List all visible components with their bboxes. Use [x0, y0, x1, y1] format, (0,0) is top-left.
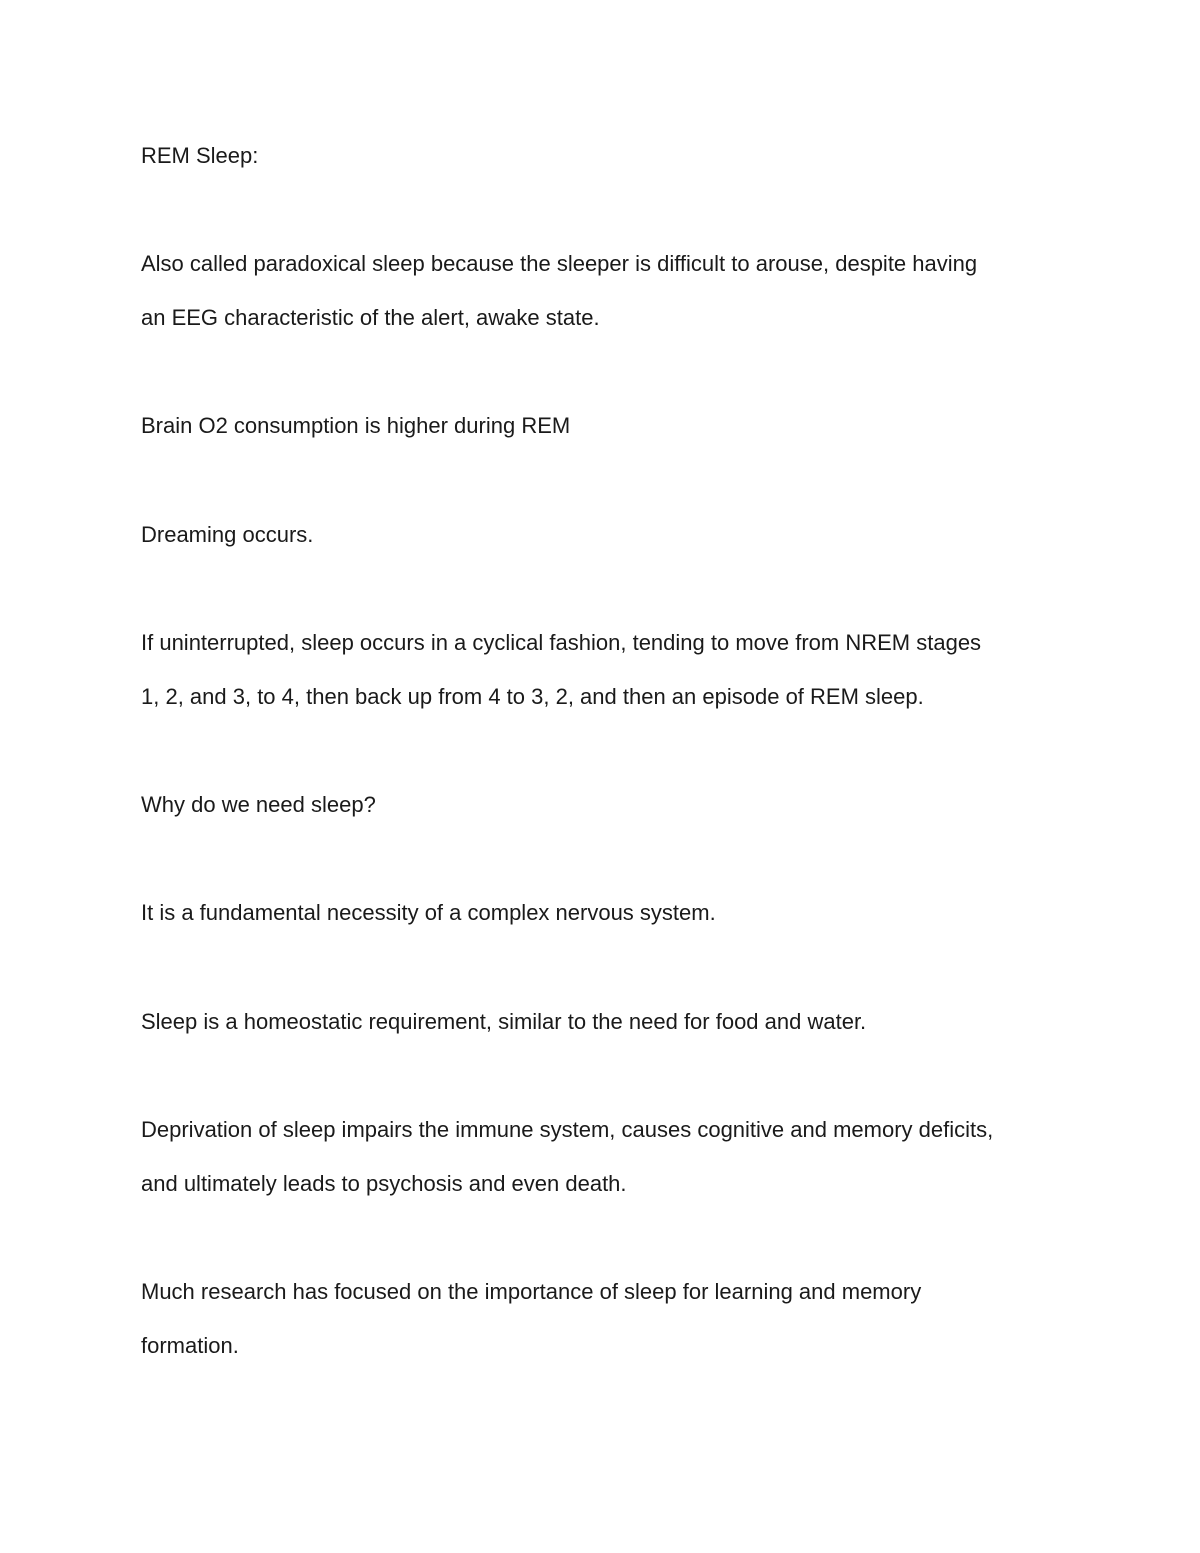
- paragraph-brain-o2: [141, 399, 1081, 453]
- text-line: It is a fundamental necessity of a complex nervous system.: [141, 900, 716, 925]
- text-line: Dreaming occurs.: [141, 522, 314, 547]
- paragraph-dreaming: [141, 508, 1081, 562]
- paragraph-homeostatic: [141, 995, 1081, 1049]
- text-line: formation.: [141, 1333, 239, 1358]
- paragraph-sleep-cycle: [141, 616, 1081, 724]
- text-line: and ultimately leads to psychosis and even death.: [141, 1171, 627, 1196]
- text-line: Sleep is a homeostatic requirement, similar to the need for food and water.: [141, 1009, 867, 1034]
- text-line: Brain O2 consumption is higher during REM: [141, 413, 571, 438]
- text-line: Also called paradoxical sleep because the sleeper is difficult to arouse, despite having: [141, 251, 978, 276]
- text-line: REM Sleep:: [141, 143, 259, 168]
- text-line: 1, 2, and 3, to 4, then back up from 4 to 3, 2, and then an episode of REM sleep.: [141, 684, 924, 709]
- text-line: an EEG characteristic of the alert, awake state.: [141, 305, 600, 330]
- heading-rem-sleep: [141, 129, 1081, 183]
- text-line: Much research has focused on the importance of sleep for learning and memory: [141, 1279, 922, 1304]
- text-line: Deprivation of sleep impairs the immune system, causes cognitive and memory deficits,: [141, 1117, 994, 1142]
- paragraph-deprivation: [141, 1103, 1081, 1211]
- paragraph-research: [141, 1265, 1081, 1373]
- text-line: Why do we need sleep?: [141, 792, 376, 817]
- heading-why-sleep: [141, 778, 1081, 832]
- paragraph-paradoxical-sleep: [141, 237, 1081, 345]
- text-line: If uninterrupted, sleep occurs in a cyclical fashion, tending to move from NREM stages: [141, 630, 982, 655]
- paragraph-fundamental-necessity: [141, 886, 1081, 940]
